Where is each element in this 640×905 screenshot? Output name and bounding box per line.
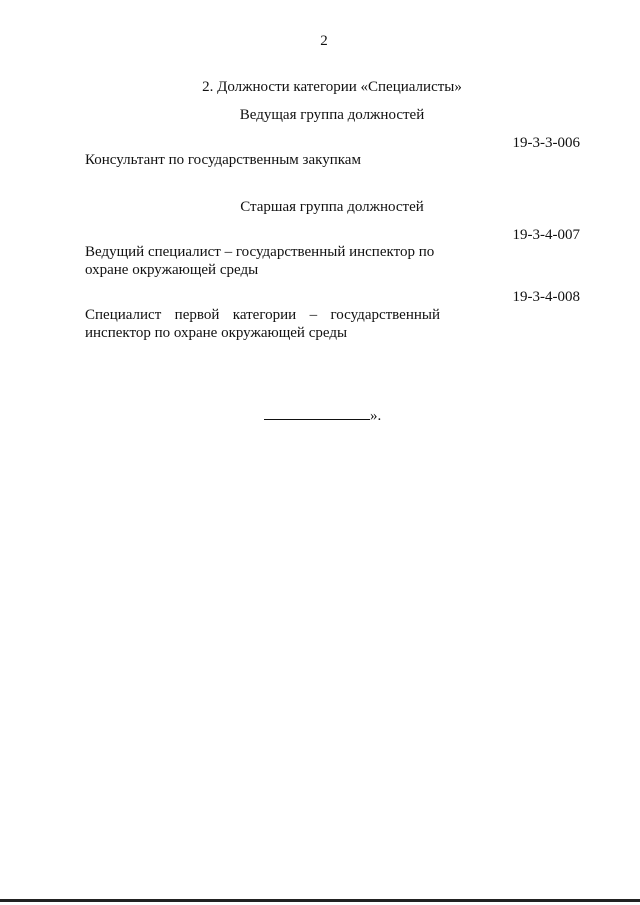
closing-line [264,405,381,425]
position-code: 19-3-4-007 [512,227,580,243]
page-number: 2 [320,33,328,49]
section-heading: 2. Должности категории «Специалисты» [202,79,462,95]
group-heading-leading: Ведущая группа должностей [239,107,425,123]
position-title: Консультант по государственным закупкам [85,152,361,168]
bottom-divider [0,899,640,902]
position-code: 19-3-4-008 [512,289,580,305]
position-code: 19-3-3-006 [512,135,580,151]
blank-underline [264,405,370,420]
position-title: Ведущий специалист – государственный инспектор по охране окружающей среды [85,244,435,278]
position-title: Специалист первой категории – государственный инспектор по охране окружающей среды [85,307,440,341]
closing-mark: ». [370,408,382,424]
group-heading-senior: Старшая группа должностей [240,199,424,215]
